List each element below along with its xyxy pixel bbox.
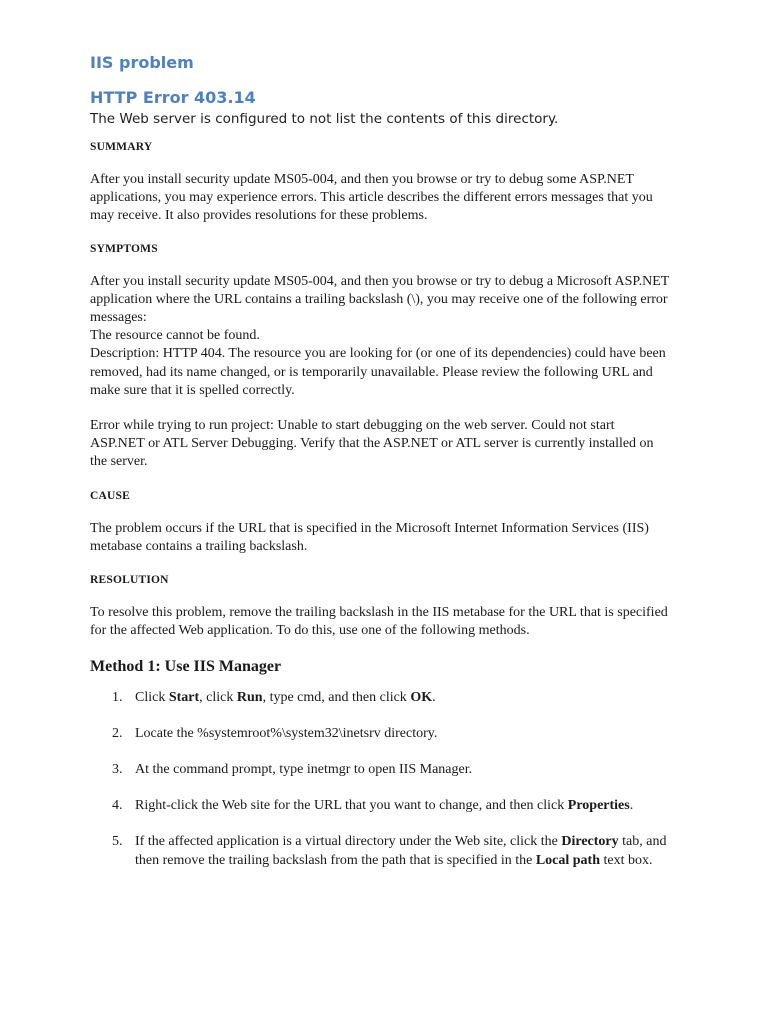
symptoms-text <box>90 273 670 400</box>
symptoms-debug-error: Error while trying to run project: Unable to start debugging on the web server. Could not start ASP.NET or ATL Server Debugging. Verify that the ASP.NET or ATL server is currently installed on the server. <box>90 418 654 470</box>
cause-text: The problem occurs if the URL that is specified in the Microsoft Internet Information Services (IIS) metabase contains a trailing backslash. <box>90 520 649 554</box>
step-text: . <box>629 798 634 814</box>
step-number: 4. <box>112 798 123 814</box>
step-bold-local-path: Local path <box>535 852 601 868</box>
step-text: tab, and then remove the trailing backslash from the path that is specified in the <box>135 834 667 868</box>
step-bold-ok: OK <box>410 690 433 706</box>
step-text: Right-click the Web site for the URL that you want to change, and then click <box>135 798 568 814</box>
step-bold-start: Start <box>168 690 200 706</box>
cause-heading: CAUSE <box>90 489 130 502</box>
symptoms-resource-not-found: The resource cannot be found. <box>90 328 260 344</box>
summary-heading: SUMMARY <box>90 141 153 153</box>
step-number: 3. <box>112 762 123 778</box>
method1-steps <box>90 689 670 869</box>
error-subtitle: The Web server is configured to not list the contents of this directory. <box>90 111 559 127</box>
list-item <box>90 833 670 869</box>
step-text: text box. <box>600 852 653 868</box>
step-text: Click <box>135 690 169 706</box>
step-text: Locate the %systemroot%\system32\inetsrv directory. <box>135 726 438 742</box>
step-number: 1. <box>112 690 123 706</box>
step-bold-run: Run <box>236 690 263 706</box>
error-title: HTTP Error 403.14 <box>90 88 256 107</box>
step-text: , click <box>199 690 237 706</box>
step-bold-properties: Properties <box>567 798 630 814</box>
step-number: 2. <box>112 726 123 742</box>
resolution-heading: RESOLUTION <box>90 574 169 587</box>
symptoms-description: Description: HTTP 404. The resource you are looking for (or one of its dependencies) could have been removed, had its name changed, or is temporarily unavailable. Please review the following URL and make sure that it is spelled correctly. <box>90 346 666 398</box>
list-item <box>90 761 670 779</box>
list-item <box>90 689 670 707</box>
step-number: 5. <box>112 834 123 850</box>
step-text: If the affected application is a virtual directory under the Web site, click the <box>135 834 562 850</box>
symptoms-intro: After you install security update MS05-004, and then you browse or try to debug a Microsoft ASP.NET application where the URL contains a trailing backslash (\), you may receive one of the following error messages: <box>90 273 670 326</box>
resolution-text: To resolve this problem, remove the trailing backslash in the IIS metabase for the URL that is specified for the affected Web application. To do this, use one of the following methods. <box>90 605 668 639</box>
symptoms-heading: SYMPTOMS <box>90 242 158 255</box>
method1-heading: Method 1: Use IIS Manager <box>90 658 282 676</box>
step-bold-directory: Directory <box>561 834 619 850</box>
list-item <box>90 725 670 743</box>
step-text: . <box>432 690 436 706</box>
document-page <box>90 52 670 888</box>
list-item <box>90 797 670 815</box>
summary-text: After you install security update MS05-004, and then you browse or try to debug some ASP.NET applications, you may experience errors. This article describes the different errors messages that you may receive. It also provides resolutions for these problems. <box>90 172 653 224</box>
step-text: At the command prompt, type inetmgr to open IIS Manager. <box>135 762 473 778</box>
document-title: IIS problem <box>90 53 194 72</box>
step-text: , type cmd, and then click <box>262 690 411 706</box>
